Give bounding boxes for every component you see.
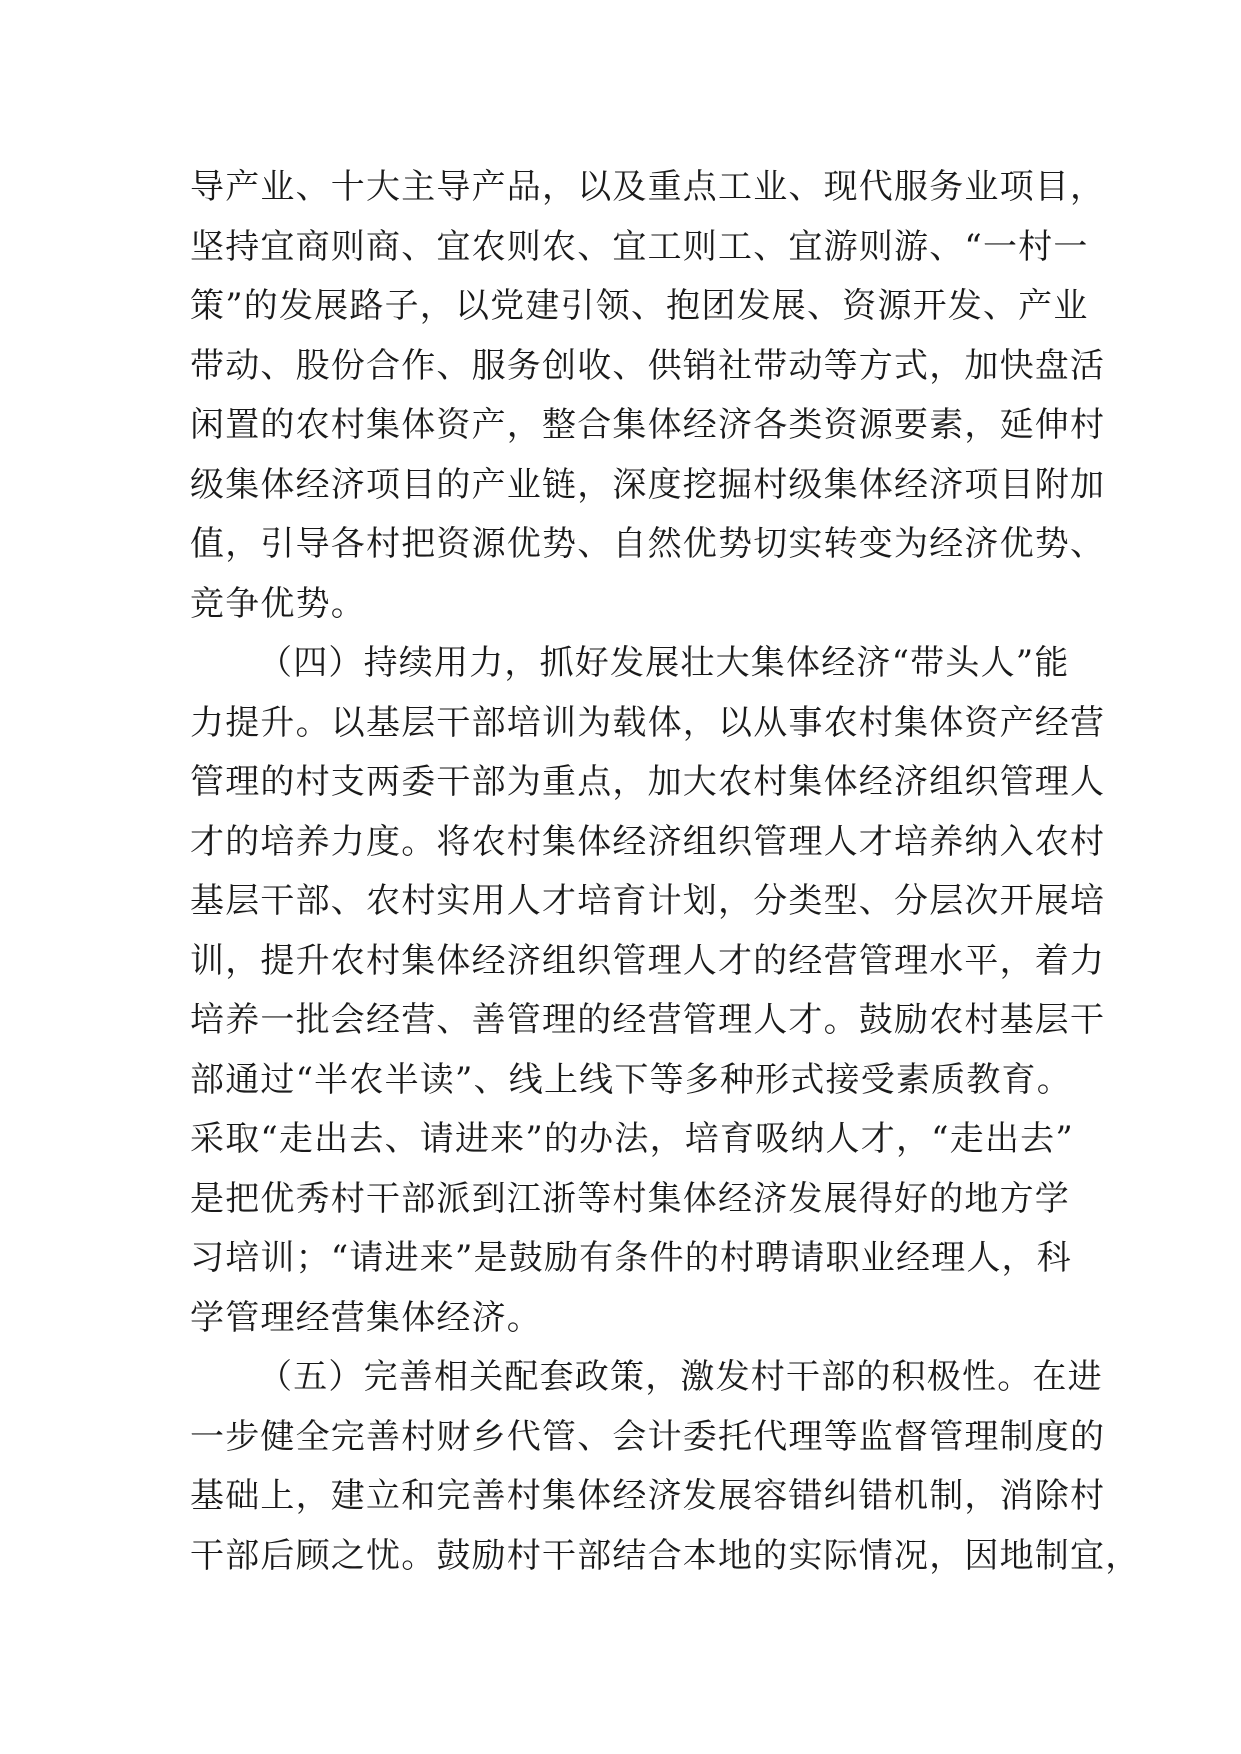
text-line: 训，提升农村集体经济组织管理人才的经营管理水平，着力 xyxy=(190,940,1106,981)
text-line: 基础上，建立和完善村集体经济发展容错纠错机制，消除村 xyxy=(190,1476,1106,1516)
text-line: 坚持宜商则商、宜农则农、宜工则工、宜游则游、“一村一 xyxy=(190,226,1089,267)
text-line: 竞争优势。 xyxy=(190,583,366,624)
text-line: 级集体经济项目的产业链，深度挖掘村级集体经济项目附加 xyxy=(190,464,1106,505)
text-line: 一步健全完善村财乡代管、会计委托代理等监督管理制度的 xyxy=(190,1416,1106,1457)
text-line: 带动、股份合作、服务创收、供销社带动等方式，加快盘活 xyxy=(190,345,1106,386)
text-line: 学管理经营集体经济。 xyxy=(190,1297,542,1338)
text-line: 干部后顾之忧。鼓励村干部结合本地的实际情况，因地制宜， xyxy=(190,1535,1141,1576)
body-text xyxy=(190,158,1141,1586)
text-line: 管理的村支两委干部为重点，加大农村集体经济组织管理人 xyxy=(190,762,1106,802)
text-line: 采取“走出去、请进来”的办法，培育吸纳人才，“走出去” xyxy=(190,1119,1074,1159)
text-line: 基层干部、农村实用人才培育计划，分类型、分层次开展培 xyxy=(190,881,1106,921)
text-line: 值，引导各村把资源优势、自然优势切实转变为经济优势、 xyxy=(190,524,1106,564)
text-line: 力提升。以基层干部培训为载体，以从事农村集体资产经营 xyxy=(190,702,1106,743)
text-line: 策”的发展路子，以党建引领、抱团发展、资源开发、产业 xyxy=(190,286,1089,326)
section-heading-line: （五）完善相关配套政策，激发村干部的积极性。在进 xyxy=(258,1357,1103,1397)
text-line: 培养一批会经营、善管理的经营管理人才。鼓励农村基层干 xyxy=(190,1000,1106,1040)
text-line: 导产业、十大主导产品，以及重点工业、现代服务业项目， xyxy=(190,167,1106,207)
text-line: 习培训；“请进来”是鼓励有条件的村聘请职业经理人，科 xyxy=(190,1238,1072,1278)
text-line: 部通过“半农半读”、线上线下等多种形式接受素质教育。 xyxy=(190,1059,1072,1100)
section-heading-line: （四）持续用力，抓好发展壮大集体经济“带头人”能 xyxy=(258,643,1070,683)
text-line: 是把优秀村干部派到江浙等村集体经济发展得好的地方学 xyxy=(190,1178,1070,1219)
text-line: 闲置的农村集体资产，整合集体经济各类资源要素，延伸村 xyxy=(190,405,1106,445)
text-line: 才的培养力度。将农村集体经济组织管理人才培养纳入农村 xyxy=(190,821,1106,862)
